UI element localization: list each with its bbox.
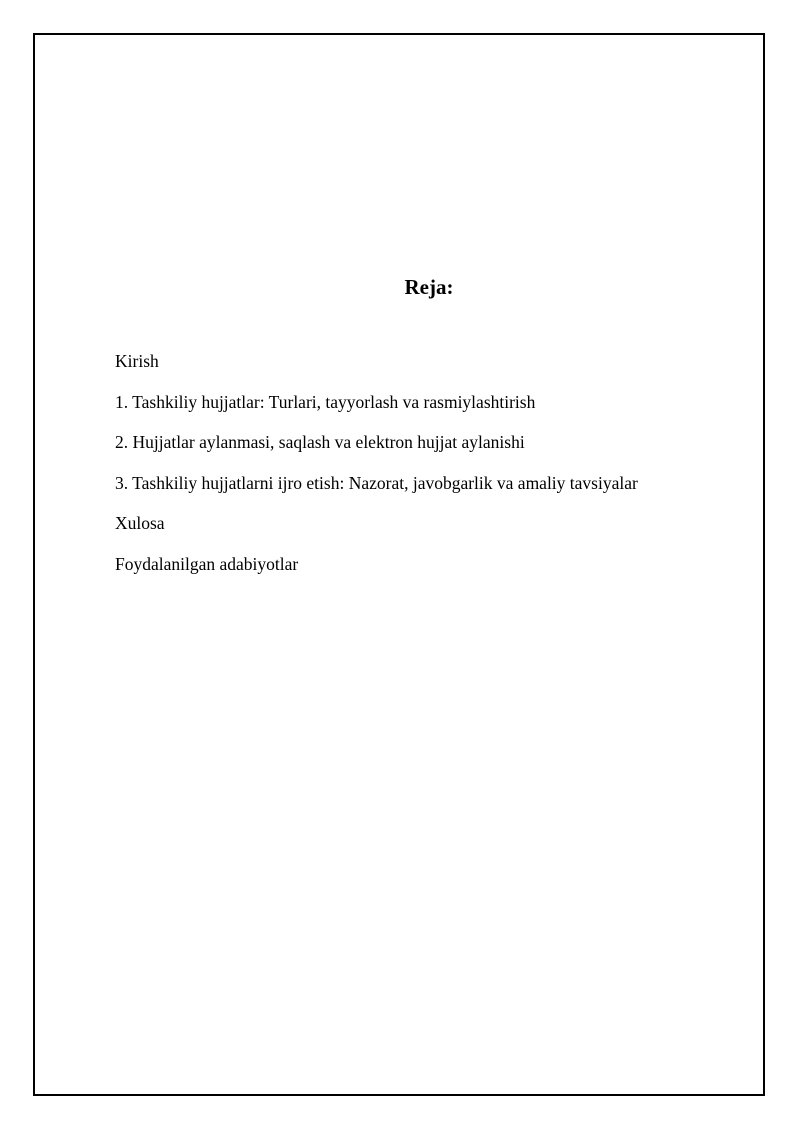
plan-item-3: 3. Tashkiliy hujjatlarni ijro etish: Nazorat, javobgarlik va amaliy tavsiyalar bbox=[115, 472, 638, 493]
page-title: Reja: bbox=[404, 275, 454, 299]
plan-list bbox=[115, 351, 638, 594]
plan-item-2: 2. Hujjatlar aylanmasi, saqlash va elektron hujjat aylanishi bbox=[115, 432, 525, 452]
plan-item-references: Foydalanilgan adabiyotlar bbox=[115, 553, 299, 574]
plan-item-1: 1. Tashkiliy hujjatlar: Turlari, tayyorlash va rasmiylashtirish bbox=[115, 391, 536, 412]
plan-item-conclusion: Xulosa bbox=[115, 513, 165, 533]
plan-item-introduction: Kirish bbox=[115, 351, 159, 371]
